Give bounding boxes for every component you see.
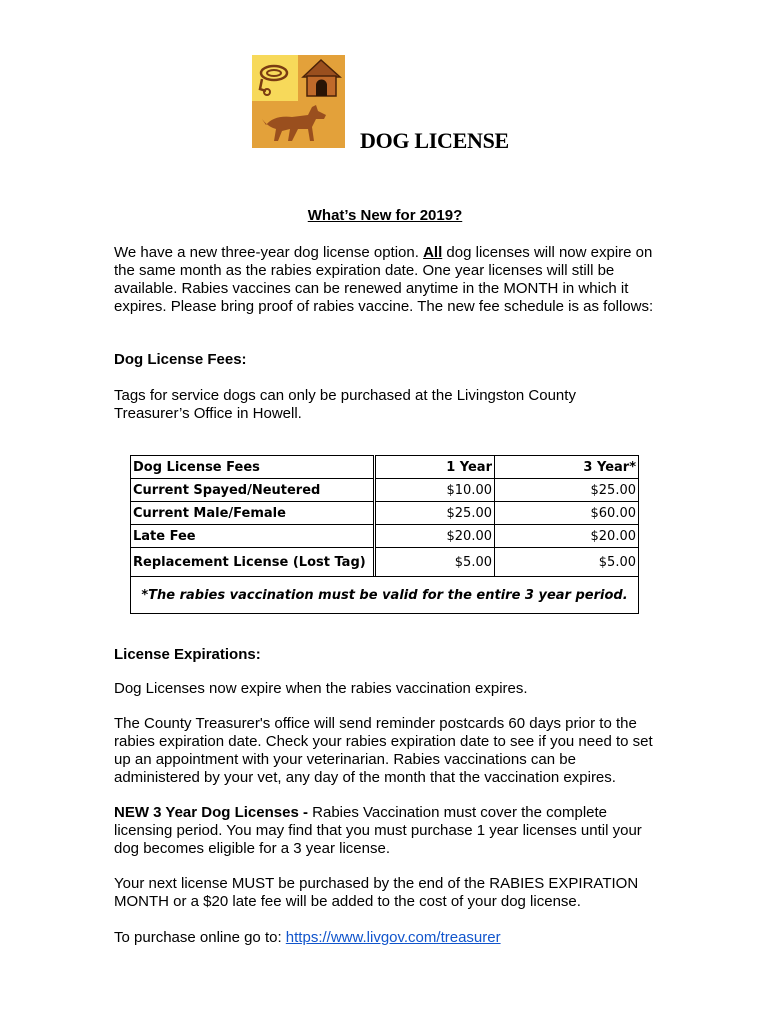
intro-paragraph [114,244,659,316]
table-row [131,525,639,548]
three-year-fee: $25.00 [495,479,639,502]
one-year-fee: $10.00 [376,479,495,502]
dog-license-logo [252,55,345,148]
row-label: Late Fee [131,525,374,548]
expirations-heading: License Expirations: [114,646,261,663]
intro-text-2: dog licenses will now expire on the same month as the rabies expiration date. One year licenses will still be available. Rabies vaccines can be renewed anytime in the MONTH in which it expires. Please bring proof of rabies vaccine. The new fee schedule is as follows: [114,244,654,315]
table-header: Dog License Fees [131,456,374,479]
row-label: Current Spayed/Neutered [131,479,374,502]
new-3-year-paragraph [114,804,654,858]
three-year-fee: $20.00 [495,525,639,548]
page-title: DOG LICENSE [360,128,509,153]
row-label: Current Male/Female [131,502,374,525]
table-header: 1 Year [376,456,495,479]
one-year-fee: $20.00 [376,525,495,548]
new-3-year-text: Rabies Vaccination must cover the complete licensing period. You may find that you must purchase 1 year licenses until your dog becomes eligible for a 3 year license. [114,804,642,857]
reminder-text: The County Treasurer's office will send reminder postcards 60 days prior to the rabies expiration date. Check your rabies expiration date to see if you need to set up an appointment with your veterinarian. Rabies vaccinations can be administered by your vet, any day of the month that the vaccination expires. [114,715,653,786]
table-row [131,548,639,577]
intro-text-1: We have a new three-year dog license option. [114,244,424,261]
new-3-year-bold: NEW 3 Year Dog Licenses - [114,804,313,821]
purchase-line [114,929,659,947]
rabies-note: *The rabies vaccination must be valid for the entire 3 year period. [131,577,639,614]
table-header: 3 Year* [495,456,639,479]
fees-heading: Dog License Fees: [114,351,247,368]
expire-text: Dog Licenses now expire when the rabies vaccination expires. [114,680,528,697]
three-year-fee: $60.00 [495,502,639,525]
whats-new-heading: What’s New for 2019? [307,207,463,224]
intro-bold-word: All [423,244,443,261]
three-year-fee: $5.00 [495,548,639,577]
table-row [131,479,639,502]
table-header-row [131,456,639,479]
one-year-fee: $25.00 [376,502,495,525]
late-fee-text: Your next license MUST be purchased by the end of the RABIES EXPIRATION MONTH or a $20 late fee will be added to the cost of your dog license. [114,875,639,910]
fee-table [130,455,639,614]
service-dogs-text: Tags for service dogs can only be purchased at the Livingston County Treasurer’s Office in Howell. [114,387,576,422]
treasurer-link[interactable]: https://www.livgov.com/treasurer [285,929,501,946]
table-note-row [131,577,639,614]
one-year-fee: $5.00 [376,548,495,577]
row-label: Replacement License (Lost Tag) [131,548,374,577]
purchase-prefix: To purchase online go to: [114,929,286,946]
table-row [131,502,639,525]
